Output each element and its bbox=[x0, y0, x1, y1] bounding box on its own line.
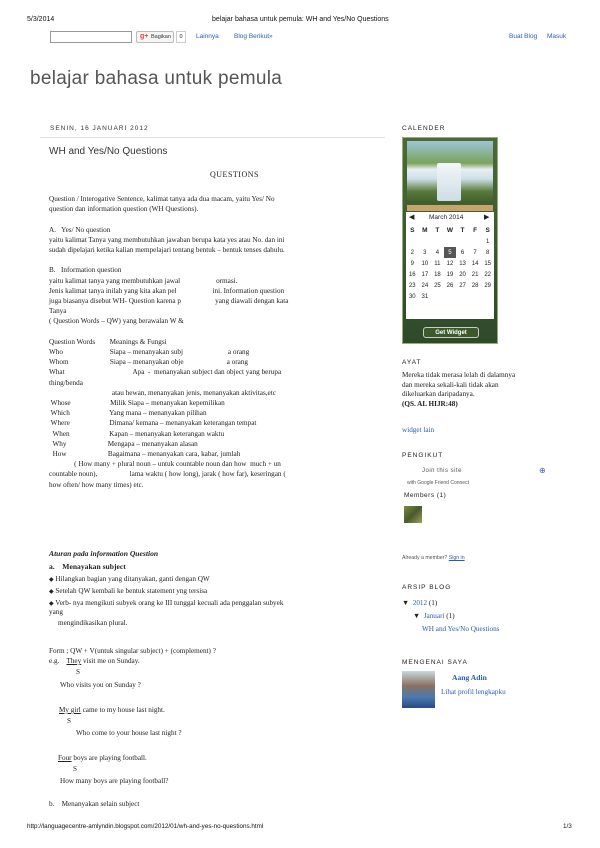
ayat-text bbox=[402, 371, 515, 409]
author-name[interactable]: Aang Adin bbox=[452, 673, 487, 682]
calendar-day[interactable]: 22 bbox=[484, 271, 492, 278]
weekday-label: M bbox=[422, 226, 428, 234]
calendar-day bbox=[431, 291, 444, 302]
post-line: atau hewan, menanyakan jenis, menanyakan aktivitas,etc bbox=[49, 388, 276, 397]
gfc-label: with Google Friend Connect bbox=[407, 480, 469, 486]
post-line: Tanya bbox=[49, 307, 67, 316]
example-1b: Who visits you on Sunday ? bbox=[60, 681, 141, 689]
post-line: Which Yang mana – menanyakan pilihan bbox=[49, 409, 207, 418]
example-3b: How many boys are playing football? bbox=[60, 777, 169, 785]
calendar-day[interactable]: 2 bbox=[410, 249, 414, 256]
post-line: What Apa - menanyakan subject dan object yang berupa bbox=[49, 368, 282, 377]
weekday-label: F bbox=[473, 226, 478, 234]
blog-title[interactable]: belajar bahasa untuk pemula bbox=[30, 68, 283, 89]
calendar-day[interactable]: 3 bbox=[423, 249, 427, 256]
get-widget-label: Get Widget bbox=[435, 330, 467, 336]
calendar-day bbox=[431, 236, 444, 247]
post-line: Question Words Meanings & Fungsi bbox=[49, 337, 167, 346]
prev-month-icon[interactable]: ◀ bbox=[409, 214, 415, 221]
print-date: 5/3/2014 bbox=[27, 16, 55, 23]
waterfall-image bbox=[407, 141, 493, 204]
examples bbox=[49, 646, 216, 657]
post-line: Question / Interogative Sentence, kalimat tanya ada dua macam, yaitu Yes/ No bbox=[49, 195, 275, 203]
calendar-day[interactable]: 10 bbox=[421, 260, 429, 267]
weekday-label: T bbox=[435, 226, 440, 234]
member-avatar[interactable] bbox=[404, 506, 422, 523]
bullet-text: Verb- nya mengikuti subyek orang ke III tunggal kecuali ada penggalan subyek bbox=[55, 599, 284, 607]
calendar-day bbox=[444, 291, 457, 302]
join-site-link[interactable]: Join this site bbox=[422, 468, 463, 474]
archive-post-link[interactable]: WH and Yes/No Questions bbox=[422, 625, 500, 633]
post-line: countable noun), lama waktu ( how long), jarak ( how far), keseringan ( bbox=[49, 470, 286, 479]
calendar-day[interactable]: 11 bbox=[434, 260, 441, 267]
calendar-day[interactable]: 6 bbox=[460, 249, 465, 256]
post-divider bbox=[40, 137, 385, 138]
blogger-navbar bbox=[0, 28, 600, 48]
archive-month-link[interactable]: Januari bbox=[423, 612, 445, 620]
bullet-icon: ◆ bbox=[49, 577, 54, 583]
ayat-line: Mereka tidak merasa lelah di dalamnya bbox=[402, 371, 516, 379]
calendar-day[interactable]: 24 bbox=[421, 282, 429, 289]
bullet-tail bbox=[49, 607, 127, 628]
ayat-reference: (QS. AL HIJR:48) bbox=[402, 399, 458, 408]
calendar-day bbox=[456, 236, 469, 247]
calendar-grid bbox=[406, 224, 494, 302]
calendar-day[interactable]: 13 bbox=[459, 260, 466, 267]
post-line bbox=[49, 327, 379, 337]
section-a-title: a. Menayakan subject bbox=[49, 562, 126, 571]
example-1a: e.g. They visit me on Sunday. bbox=[49, 657, 140, 665]
post-line: question dan information question (WH Questions). bbox=[49, 205, 199, 214]
form-line: Form ; QW + V(untuk singular subject) + (complement) ? bbox=[49, 647, 216, 655]
calendar-day bbox=[419, 236, 432, 247]
archive-year-link[interactable]: 2012 bbox=[412, 599, 428, 607]
calendar-day[interactable]: 17 bbox=[421, 271, 429, 278]
calendar-day[interactable]: 19 bbox=[446, 271, 454, 278]
post-subheading: Aturan pada information Question bbox=[49, 549, 159, 558]
bullet-icon: ◆ bbox=[49, 589, 54, 595]
calendar-day bbox=[469, 236, 482, 247]
weekday-label: T bbox=[460, 226, 465, 234]
archive-year-count: (1) bbox=[428, 599, 438, 607]
calendar-day[interactable]: 18 bbox=[434, 271, 441, 278]
calendar-day[interactable]: 25 bbox=[434, 282, 441, 289]
calendar-day[interactable]: 1 bbox=[486, 238, 490, 245]
post-line: ( How many + plural noun – untuk countable noun dan how much + un bbox=[49, 460, 281, 469]
calendar-day[interactable]: 29 bbox=[484, 282, 492, 289]
post-line: yaitu kalimat Tanya yang membutuhkan jawaban berupa kata yes atau No. dan ini bbox=[49, 235, 285, 244]
calendar-day[interactable]: 21 bbox=[471, 271, 479, 278]
archive-heading: ARSIP BLOG bbox=[402, 584, 452, 591]
next-month-icon[interactable]: ▶ bbox=[484, 214, 490, 221]
calendar-day[interactable]: 30 bbox=[408, 293, 416, 300]
member-signin-link[interactable]: Sign in bbox=[448, 555, 465, 561]
calender-heading: CALENDER bbox=[402, 125, 446, 132]
ayat-line: dan mereka sekali-kali tidak akan bbox=[402, 380, 499, 389]
post-line: how often/ how many times) etc. bbox=[49, 480, 144, 489]
calendar-widget bbox=[402, 137, 498, 344]
footer-page: 1/3 bbox=[563, 823, 572, 830]
follower-heading: PENGIKUT bbox=[402, 452, 444, 459]
post-line: How Bagaimana – menanyakan cara, kabar, jumlah bbox=[49, 450, 241, 459]
calendar-day[interactable]: 4 bbox=[435, 249, 440, 256]
calendar-month: March 2014 bbox=[429, 214, 464, 221]
calendar-day[interactable]: 7 bbox=[473, 249, 477, 256]
calendar-day[interactable]: 27 bbox=[459, 282, 466, 289]
gplus-icon: g+ bbox=[140, 33, 149, 40]
search-input[interactable] bbox=[50, 31, 132, 43]
calendar-day[interactable]: 12 bbox=[446, 260, 454, 267]
post-line: A. Yes/ No question bbox=[49, 225, 111, 234]
post-title[interactable]: WH and Yes/No Questions bbox=[49, 146, 168, 157]
calendar-day[interactable]: 31 bbox=[421, 293, 429, 300]
bullet-text: Hilangkan bagian yang ditanyakan, ganti dengan QW bbox=[55, 575, 210, 583]
example-2b: Who come to your house last night ? bbox=[76, 729, 182, 737]
calendar-day[interactable]: 23 bbox=[408, 282, 416, 289]
gplus-share-button[interactable] bbox=[136, 31, 174, 43]
archive-year[interactable] bbox=[402, 599, 437, 607]
section-b-title: b. Menanyakan selain subject bbox=[49, 800, 140, 808]
gfc-icon: ⊕ bbox=[539, 466, 546, 475]
post-line: Who Siapa – menanyakan subj a orang bbox=[49, 348, 250, 356]
bullet-tail-line: yang bbox=[49, 608, 63, 616]
calendar-day[interactable]: 9 bbox=[410, 260, 414, 267]
calendar-day[interactable]: 14 bbox=[471, 260, 479, 267]
post-line: B. Information question bbox=[49, 266, 122, 275]
bullet-tail-line: mengindikasikan plural. bbox=[49, 618, 128, 627]
gplus-label: Bagikan bbox=[151, 34, 171, 40]
gplus-count: 0 bbox=[176, 31, 186, 43]
more-link[interactable]: Lainnya bbox=[196, 33, 219, 40]
already-label: Already a member? bbox=[402, 555, 448, 561]
calendar-day[interactable]: 28 bbox=[471, 282, 479, 289]
already-member-text bbox=[402, 555, 465, 561]
bullet-icon: ◆ bbox=[49, 601, 54, 607]
members-label: Members (1) bbox=[404, 492, 447, 499]
calendar-day[interactable]: 5 bbox=[444, 247, 457, 258]
ayat-heading: AYAT bbox=[402, 359, 422, 366]
post-line: ( Question Words – QW) yang berawalan W & bbox=[49, 317, 184, 326]
bullet-text: Setelah QW kembali ke bentuk statement yng tersisa bbox=[55, 587, 208, 595]
post-line: thing/benda bbox=[49, 378, 83, 387]
calendar-day[interactable]: 16 bbox=[408, 271, 416, 278]
archive-month-count: (1) bbox=[446, 612, 455, 620]
calendar-day bbox=[456, 291, 469, 302]
post-line bbox=[49, 214, 379, 224]
calendar-day[interactable]: 15 bbox=[484, 260, 492, 267]
calendar-day[interactable]: 26 bbox=[446, 282, 454, 289]
sign-in-link[interactable]: Masuk bbox=[547, 33, 567, 40]
get-widget-button[interactable] bbox=[423, 327, 479, 338]
ayat-line: dikeluarkan daripadanya. bbox=[402, 390, 475, 399]
calendar-day bbox=[444, 236, 457, 247]
calendar-day bbox=[406, 236, 419, 247]
weekday-label: W bbox=[446, 226, 454, 234]
bullet-list bbox=[49, 574, 379, 610]
weekday-label: S bbox=[485, 226, 490, 234]
next-blog-link[interactable]: Blog Berikut» bbox=[234, 33, 273, 40]
post-line: Where Dimana/ kemana – menanyakan keterangan tempat bbox=[49, 419, 257, 428]
post-date: SENIN, 16 JANUARI 2012 bbox=[50, 125, 149, 132]
subject-marker: S bbox=[76, 668, 80, 676]
post-line: Whose Milik Siapa – menanyakan kepemilikan bbox=[49, 399, 225, 408]
post-line: juga biasanya disebut WH- Question karena p yang diawali dengan kata bbox=[49, 297, 289, 305]
create-blog-link[interactable]: Buat Blog bbox=[509, 33, 538, 40]
calendar-day bbox=[481, 291, 494, 302]
calendar-day bbox=[469, 291, 482, 302]
about-heading: MENGENAI SAYA bbox=[402, 659, 468, 666]
bullet-item bbox=[49, 574, 379, 586]
post-line: Jenis kalimat tanya inilah yang kita akan pel ini. Information question bbox=[49, 286, 285, 295]
logo-strip bbox=[407, 205, 493, 211]
calendar-day[interactable]: 8 bbox=[486, 249, 490, 256]
bullet-item bbox=[49, 586, 379, 598]
post-body bbox=[49, 194, 379, 490]
weekday-label: S bbox=[410, 226, 415, 234]
post-line: yaitu kalimat tanya yang membutuhkan jawal ormasi. bbox=[49, 276, 238, 285]
example-3a: Four boys are playing football. bbox=[58, 754, 147, 762]
collapse-arrow-icon[interactable]: ▼ bbox=[402, 599, 410, 607]
post-line: Whom Siapa – menanyakan obje a orang bbox=[49, 358, 249, 367]
profile-link[interactable]: Lihat profil lengkapku bbox=[441, 688, 506, 696]
subject-marker: S bbox=[67, 717, 71, 725]
collapse-arrow-icon[interactable]: ▼ bbox=[413, 612, 421, 620]
post-line: When Kapan – menanyakan keterangan waktu bbox=[49, 429, 225, 438]
widget-link[interactable]: widget lain bbox=[402, 426, 435, 434]
footer-url: http://languagecentre-amlyndin.blogspot.com/2012/01/wh-and-yes-no-questions.html bbox=[27, 823, 264, 830]
calendar-day[interactable]: 20 bbox=[459, 271, 466, 278]
author-photo[interactable] bbox=[402, 671, 435, 708]
subject-marker: S bbox=[73, 765, 77, 773]
archive-month[interactable] bbox=[413, 612, 455, 620]
calendar-body bbox=[406, 212, 494, 319]
post-line: sudah dipelajari ketika kalian mempelajari tentang bentuk – bentuk tenses dahulu. bbox=[49, 246, 285, 254]
print-title: belajar bahasa untuk pemula: WH and Yes/No Questions bbox=[212, 16, 389, 23]
example-2a: My girl came to my house last night. bbox=[59, 706, 165, 714]
post-heading: QUESTIONS bbox=[210, 170, 259, 179]
post-line bbox=[49, 255, 379, 265]
post-line: Why Mengapa – menanyakan alasan bbox=[49, 439, 198, 448]
